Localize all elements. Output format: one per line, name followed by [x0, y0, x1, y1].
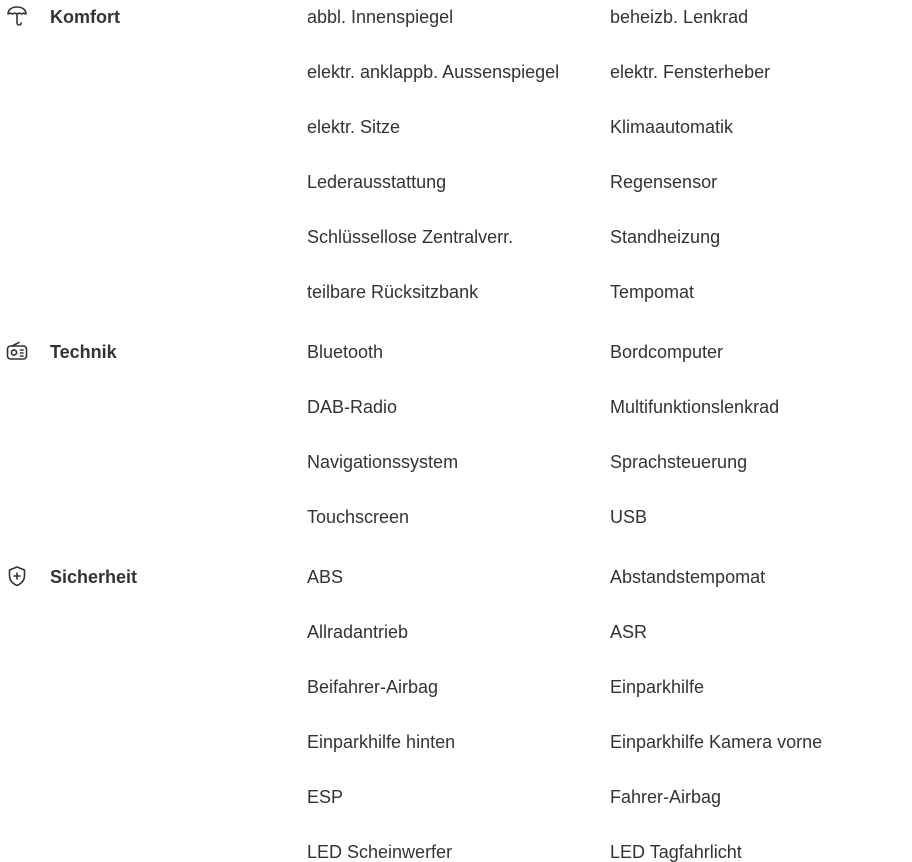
feature-item: Multifunktionslenkrad	[610, 397, 780, 417]
feature-item: Navigationssystem	[307, 452, 459, 472]
feature-item: Einparkhilfe Kamera vorne	[610, 732, 823, 752]
section-sicherheit	[0, 562, 910, 862]
feature-item: Allradantrieb	[307, 622, 409, 642]
feature-item: ASR	[610, 622, 648, 642]
section-header	[0, 2, 307, 32]
shield-icon	[6, 565, 28, 587]
feature-grid	[307, 562, 910, 862]
feature-item: abbl. Innenspiegel	[307, 7, 454, 27]
feature-item: Einparkhilfe	[610, 677, 705, 697]
feature-item: Regensensor	[610, 172, 718, 192]
feature-grid	[307, 2, 910, 332]
umbrella-icon	[6, 5, 28, 27]
feature-item: Klimaautomatik	[610, 117, 734, 137]
feature-item: LED Tagfahrlicht	[610, 842, 742, 862]
feature-item: elektr. anklappb. Aussenspiegel	[307, 62, 560, 82]
feature-item: Schlüssellose Zentralverr.	[307, 227, 514, 247]
feature-item: Abstandstempomat	[610, 567, 766, 587]
feature-item: Fahrer-Airbag	[610, 787, 722, 807]
feature-item: beheizb. Lenkrad	[610, 7, 749, 27]
feature-item: Sprachsteuerung	[610, 452, 748, 472]
feature-item: ESP	[307, 787, 344, 807]
feature-item: ABS	[307, 567, 344, 587]
feature-item: Tempomat	[610, 282, 695, 302]
feature-item: DAB-Radio	[307, 397, 398, 417]
section-header	[0, 337, 307, 367]
section-title: Sicherheit	[50, 567, 138, 587]
section-title: Technik	[50, 342, 117, 362]
feature-item: Touchscreen	[307, 507, 410, 527]
feature-item: Standheizung	[610, 227, 721, 247]
feature-item: Einparkhilfe hinten	[307, 732, 456, 752]
feature-item: teilbare Rücksitzbank	[307, 282, 479, 302]
section-technik	[0, 337, 910, 557]
feature-item: Bordcomputer	[610, 342, 724, 362]
feature-item: Bluetooth	[307, 342, 384, 362]
section-title: Komfort	[50, 7, 120, 27]
feature-item: USB	[610, 507, 648, 527]
section-header	[0, 562, 307, 592]
feature-item: Beifahrer-Airbag	[307, 677, 439, 697]
feature-item: elektr. Sitze	[307, 117, 401, 137]
section-komfort	[0, 2, 910, 332]
feature-grid	[307, 337, 910, 557]
feature-item: Lederausstattung	[307, 172, 447, 192]
feature-item: LED Scheinwerfer	[307, 842, 453, 862]
radio-icon	[6, 340, 28, 362]
feature-item: elektr. Fensterheber	[610, 62, 771, 82]
